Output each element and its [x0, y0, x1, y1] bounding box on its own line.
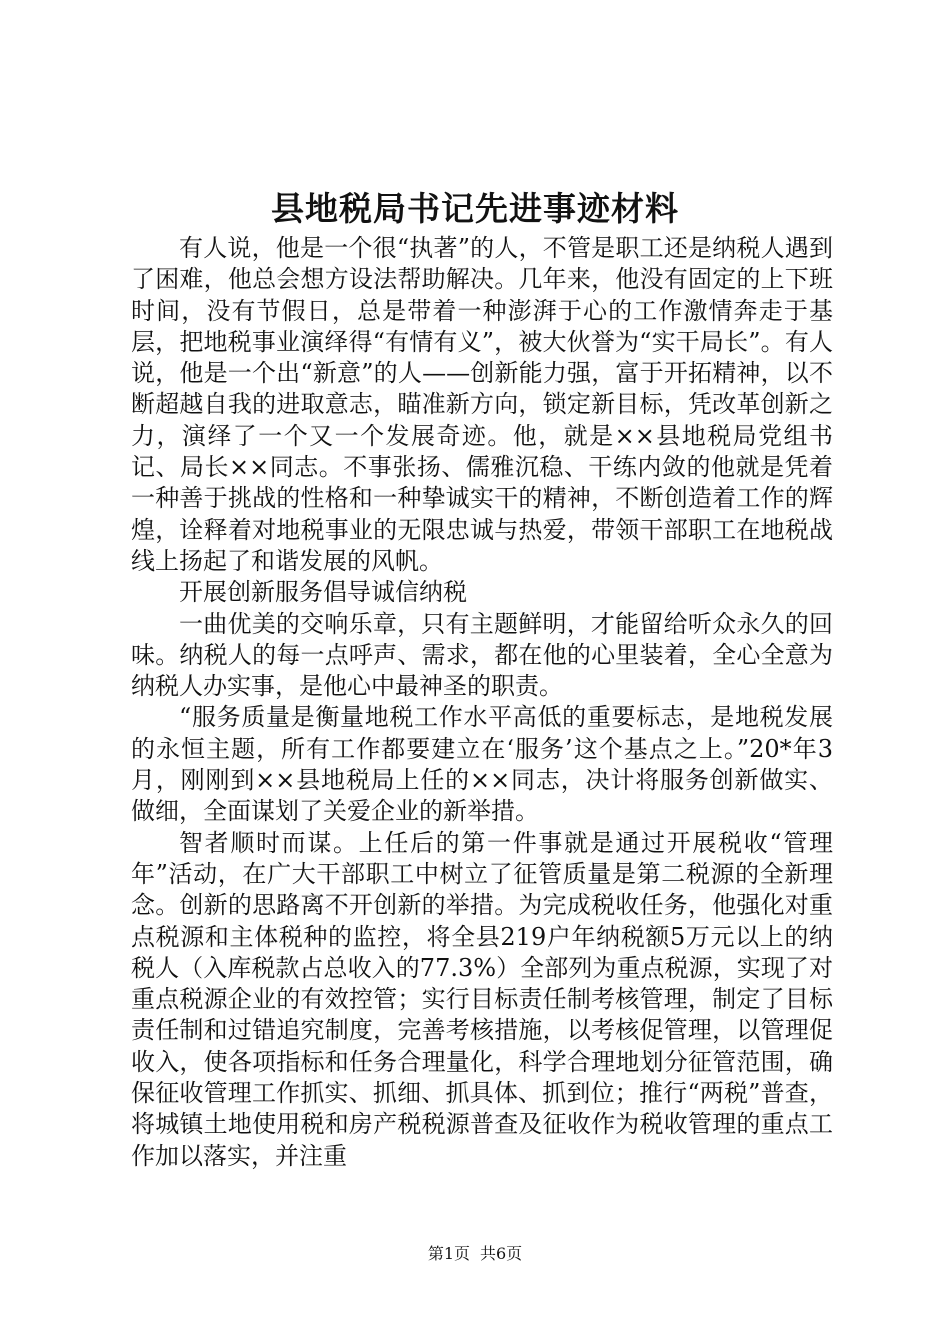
paragraph-management-year: 智者顺时而谋。上任后的第一件事就是通过开展税收“管理年”活动，在广大干部职工中树立了征管质量是第二税源的全新理念。创新的思路离不开创新的举措。为完成税收任务，他强化对重点税源和主体税种的监控，将全县219户年纳税额5万元以上的纳税人（入库税款占总收入的77.3%）全部列为重点税源，实现了对重点税源企业的有效控管；实行目标责任制考核管理，制定了目标责任制和过错追究制度，完善考核措施，以考核促管理，以管理促收入，使各项指标和任务合理量化，科学合理地划分征管范围，确保征收管理工作抓实、抓细、抓具体、抓到位；推行“两税”普查，将城镇土地使用税和房产税税源普查及征收作为税收管理的重点工作加以落实，并注重	[131, 828, 833, 1170]
page-footer	[0, 1242, 950, 1266]
page-total: 共6页	[480, 1244, 523, 1263]
paragraph-symphony: 一曲优美的交响乐章，只有主题鲜明，才能留给听众永久的回味。纳税人的每一点呼声、需求，都在他的心里装着，全心全意为纳税人办实事，是他心中最神圣的职责。	[131, 609, 833, 701]
page-number: 第1页	[427, 1244, 470, 1263]
paragraph-service-quality: “服务质量是衡量地税工作水平高低的重要标志，是地税发展的永恒主题，所有工作都要建立在‘服务’这个基点之上。”20*年3月，刚刚到××县地税局上任的××同志，决计将服务创新做实、做细，全面谋划了关爱企业的新举措。	[131, 703, 833, 826]
document-title: 县地税局书记先进事迹材料	[271, 189, 679, 228]
document-body	[131, 233, 833, 1172]
section-heading: 开展创新服务倡导诚信纳税	[179, 578, 467, 607]
paragraph-intro: 有人说，他是一个很“执著”的人，不管是职工还是纳税人遇到了困难，他总会想方设法帮助解决。几年来，他没有固定的上下班时间，没有节假日，总是带着一种澎湃于心的工作激情奔走于基层，把地税事业演绎得“有情有义”，被大伙誉为“实干局长”。有人说，他是一个出“新意”的人——创新能力强，富于开拓精神，以不断超越自我的进取意志，瞄准新方向，锁定新目标，凭改革创新之力，演绎了一个又一个发展奇迹。他，就是××县地税局党组书记、局长××同志。不事张扬、儒雅沉稳、干练内敛的他就是凭着一种善于挑战的性格和一种挚诚实干的精神，不断创造着工作的辉煌，诠释着对地税事业的无限忠诚与热爱，带领干部职工在地税战线上扬起了和谐发展的风帆。	[131, 234, 833, 575]
